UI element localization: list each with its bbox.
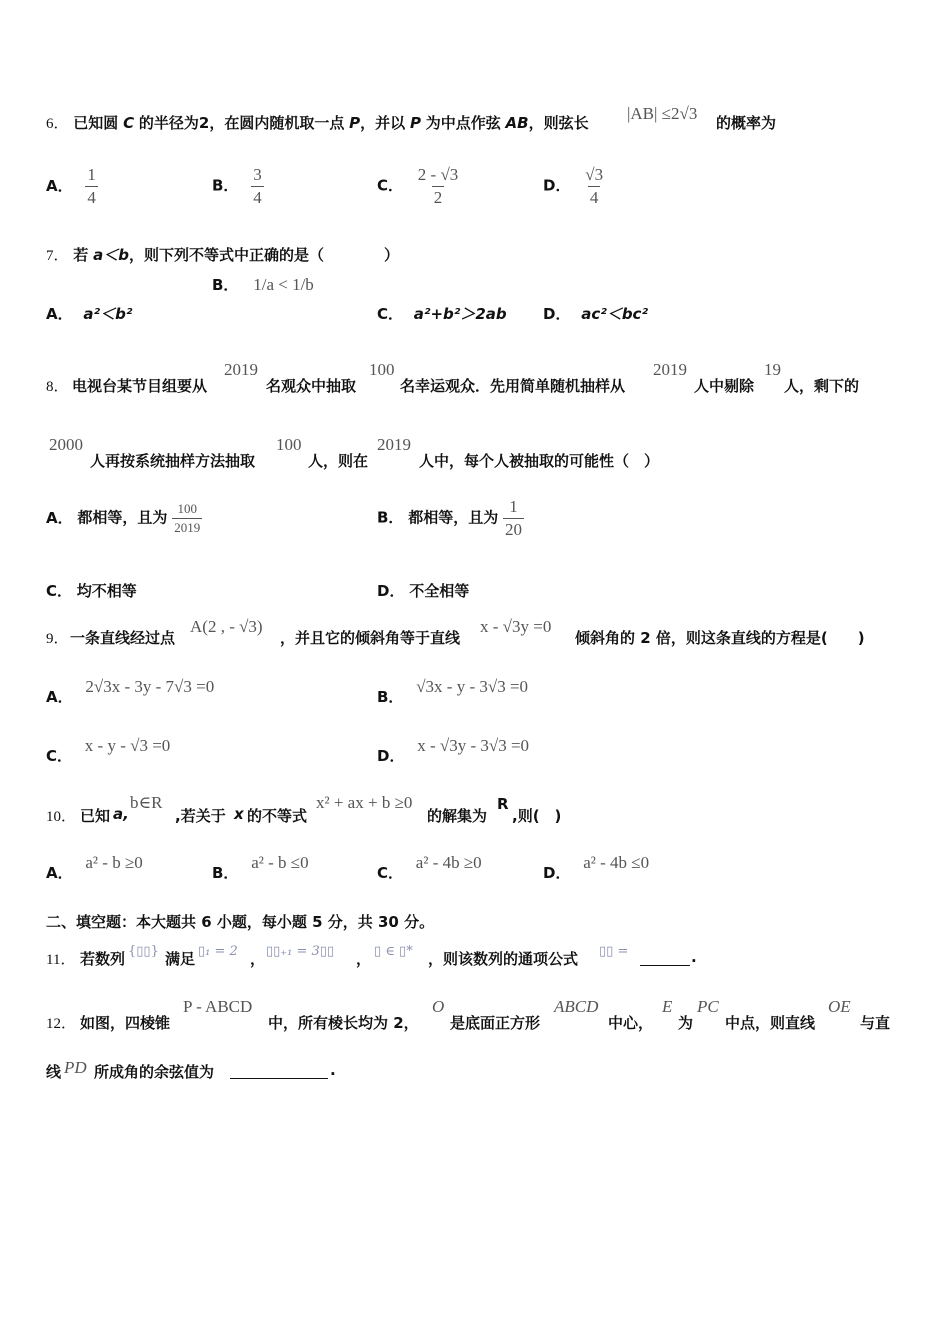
q10-option-a [46, 852, 143, 882]
q8-text-4: 人中剔除 [694, 377, 755, 395]
q10-number: 10． [46, 809, 77, 825]
q8-n19: 19 [764, 360, 781, 379]
q12-PC: PC [697, 997, 719, 1016]
section-2-heading: 二、填空题：本大题共 6 小题，每小题 5 分，共 30 分。 [46, 913, 435, 931]
q7-option-b-text: 1/a < 1/b [253, 275, 314, 294]
q8-option-b-numerator: 1 [509, 497, 518, 516]
q10-option-d-text: a² - 4b ≤0 [583, 853, 650, 872]
q8-option-a-numerator: 100 [177, 501, 197, 516]
q9-option-d [377, 735, 530, 765]
q12-text-4: 中心， [608, 1014, 654, 1032]
q10-a: a, [113, 805, 129, 823]
q12-text-7: 与直 [860, 1014, 891, 1032]
q6-option-c-label: C． [377, 176, 404, 195]
q11-condition-1: ▯₁ = 2 [198, 944, 238, 959]
q6-option-a-denominator: 4 [87, 188, 96, 207]
q7-text-2: ，则下列不等式中正确的是（ ） [128, 246, 399, 264]
q6-option-a-fraction [85, 164, 98, 209]
q6-option-b-numerator: 3 [253, 165, 262, 184]
q12-text-2: 中，所有棱长均为 2， [268, 1014, 419, 1032]
q11-text-1: 若数列 [80, 950, 126, 968]
q7-option-c-text: a²+b²＞2ab [413, 305, 507, 323]
q12-end: . [330, 1061, 336, 1079]
q8-text-2: 名观众中抽取 [266, 377, 357, 395]
q10-option-a-text: a² - b ≥0 [85, 853, 143, 872]
q10-b-in-R: b∈R [130, 793, 163, 812]
q12-pyramid: P - ABCD [183, 997, 253, 1016]
q12-text-9: 所成角的余弦值为 [94, 1063, 215, 1081]
q6-option-c [377, 164, 460, 209]
q12-answer-blank[interactable] [230, 1061, 328, 1079]
q10-option-c-text: a² - 4b ≥0 [415, 853, 482, 872]
q6-text-f: ，则弦长 [528, 114, 589, 132]
q8-option-a-fraction [172, 500, 202, 537]
q11-answer-blank[interactable] [640, 948, 690, 966]
q9-option-d-label: D． [377, 747, 405, 765]
q10-R: R [497, 795, 509, 813]
q10-option-c-label: C． [377, 864, 404, 882]
question-7 [46, 244, 399, 265]
q11-condition-3: ▯ ∈ ▯* [374, 944, 413, 959]
q6-P2: P [409, 114, 421, 132]
q6-AB: AB [505, 114, 529, 132]
q9-option-a-label: A． [46, 688, 73, 706]
q8-n2019b: 2019 [653, 360, 687, 379]
q6-option-b-label: B． [212, 176, 239, 195]
q9-number: 9． [46, 631, 69, 647]
q6-option-b-denominator: 4 [253, 188, 262, 207]
q6-option-d [543, 164, 605, 209]
q6-option-d-label: D． [543, 176, 571, 195]
q7-option-a-label: A． [46, 305, 73, 323]
q9-option-b-label: B． [377, 688, 404, 706]
q8-option-c-label: C． [46, 582, 73, 600]
q6-option-c-fraction [416, 164, 461, 209]
q12-text-5: 为 [678, 1014, 694, 1032]
q8-text-6: 人再按系统抽样方法抽取 [90, 452, 256, 470]
q11-end: . [691, 948, 697, 966]
q12-ABCD: ABCD [554, 997, 599, 1016]
q10-option-b-text: a² - b ≤0 [251, 853, 309, 872]
q6-option-c-numerator: 2 - √3 [417, 165, 459, 184]
q9-line: x - √3y =0 [480, 617, 552, 636]
q8-option-c [46, 580, 137, 601]
q8-option-b-label: B． [377, 508, 404, 527]
q11-number: 11． [46, 952, 76, 968]
q9-option-c [46, 735, 171, 765]
q12-E: E [662, 997, 673, 1016]
q12-text-8: 线 [46, 1063, 62, 1081]
q8-option-b-denominator: 20 [505, 520, 523, 539]
q8-option-b-text: 都相等，且为 [408, 508, 499, 527]
q6-P: P [349, 114, 361, 132]
q8-option-c-text: 均不相等 [76, 582, 137, 600]
q6-option-d-denominator: 4 [589, 188, 599, 207]
q6-text-d: ，并以 [360, 114, 406, 132]
q8-text-5: 人，剩下的 [784, 377, 860, 395]
q8-option-b [377, 496, 524, 541]
q9-option-c-label: C． [46, 747, 73, 765]
q8-option-b-fraction [503, 496, 524, 541]
q9-text-1: 一条直线经过点 [70, 629, 176, 647]
q6-option-c-denominator: 2 [433, 188, 443, 207]
q8-option-d [377, 580, 469, 601]
q8-option-d-text: 不全相等 [409, 582, 470, 600]
q6-option-d-fraction [583, 164, 605, 209]
q6-C: C [123, 114, 135, 132]
q12-PD: PD [64, 1058, 87, 1077]
q10-option-c [377, 852, 482, 882]
q9-text-3: 倾斜角的 2 倍，则这条直线的方程是( ) [575, 629, 865, 647]
q7-number: 7． [46, 248, 69, 264]
q6-number: 6． [46, 116, 69, 132]
q10-text-3: 的不等式 [247, 807, 308, 825]
q7-option-c-label: C． [377, 305, 404, 323]
q9-text-2: ，并且它的倾斜角等于直线 [280, 629, 461, 647]
q12-O: O [432, 997, 445, 1016]
q8-number: 8． [46, 379, 69, 395]
q6-text-a: 已知圆 [73, 114, 119, 132]
q11-sequence: {▯▯} [128, 944, 159, 959]
q12-number: 12． [46, 1016, 77, 1032]
q8-n2019a: 2019 [224, 360, 258, 379]
q10-inequality: x² + ax + b ≥0 [316, 793, 413, 812]
q7-option-d-label: D． [543, 305, 571, 323]
q9-option-a [46, 676, 215, 706]
q11-text-3: ，则该数列的通项公式 [428, 950, 579, 968]
q8-text-3: 名幸运观众．先用简单随机抽样从 [400, 377, 626, 395]
q9-point: A(2 , - √3) [190, 617, 263, 636]
q9-option-b-text: √3x - y - 3√3 =0 [416, 677, 529, 696]
q8-option-d-label: D． [377, 582, 405, 600]
q7-option-d-text: ac²＜bc² [581, 305, 649, 323]
q10-option-a-label: A． [46, 864, 73, 882]
q10-option-d [543, 852, 650, 882]
q8-text-7: 人，则在 [308, 452, 369, 470]
q8-n100b: 100 [276, 435, 302, 454]
q6-option-a-numerator: 1 [87, 165, 96, 184]
q9-option-b [377, 676, 529, 706]
q6-inequality: |AB| ≤2√3 [627, 104, 698, 123]
q6-option-d-numerator: √3 [585, 165, 604, 184]
q8-text-1: 电视台某节目组要从 [72, 377, 208, 395]
q6-option-a-label: A． [46, 176, 73, 195]
q6-option-a [46, 164, 98, 209]
q8-option-a [46, 500, 202, 537]
q8-n2019c: 2019 [377, 435, 411, 454]
q11-an: ▯▯ = [599, 944, 629, 959]
q6-text-c: ，在圆内随机取一点 [209, 114, 345, 132]
q8-option-a-label: A． [46, 508, 73, 527]
q7-option-b-label: B． [212, 276, 239, 294]
q11-comma-2: ， [356, 950, 372, 968]
q8-text-8: 人中，每个人被抽取的可能性（ ） [419, 452, 660, 470]
q7-option-d [543, 303, 648, 324]
q10-option-b-label: B． [212, 864, 239, 882]
q7-option-a-text: a²＜b² [83, 305, 133, 323]
q12-text-6: 中点，则直线 [725, 1014, 816, 1032]
q9-option-a-text: 2√3x - 3y - 7√3 =0 [85, 677, 215, 696]
q7-condition: a＜b [93, 246, 129, 264]
q10-option-b [212, 852, 309, 882]
q10-option-d-label: D． [543, 864, 571, 882]
q8-option-a-text: 都相等，且为 [77, 508, 168, 527]
q10-x: x [234, 805, 244, 823]
q8-n100a: 100 [369, 360, 395, 379]
q7-text: 若 [73, 246, 89, 264]
question-6 [46, 112, 589, 133]
q9-option-d-text: x - √3y - 3√3 =0 [417, 736, 530, 755]
q6-text-g: 的概率为 [716, 114, 777, 132]
q11-text-2: 满足 [165, 950, 196, 968]
q6-option-b-fraction [251, 164, 264, 209]
q7-option-c [377, 303, 507, 324]
q11-comma-1: ， [250, 950, 266, 968]
q6-text-b: 的半径为 [138, 114, 199, 132]
q6-option-b [212, 164, 264, 209]
q6-two: 2 [198, 114, 210, 132]
q8-n2000: 2000 [49, 435, 83, 454]
q8-option-a-denominator: 2019 [174, 520, 201, 535]
q12-text-1: 如图，四棱锥 [80, 1014, 171, 1032]
q10-text-2: ,若关于 [175, 807, 226, 825]
q6-text-e: 为中点作弦 [425, 114, 501, 132]
q12-OE: OE [828, 997, 851, 1016]
q12-text-3: 是底面正方形 [450, 1014, 541, 1032]
q10-text-5: ,则( ) [512, 807, 562, 825]
q7-option-a [46, 303, 132, 324]
q7-option-b [212, 275, 314, 299]
q9-option-c-text: x - y - √3 =0 [84, 736, 171, 755]
q10-text-4: 的解集为 [427, 807, 488, 825]
q10-text-1: 已知 [80, 807, 111, 825]
q11-condition-2: ▯▯₊₁ = 3▯▯ [266, 944, 335, 959]
